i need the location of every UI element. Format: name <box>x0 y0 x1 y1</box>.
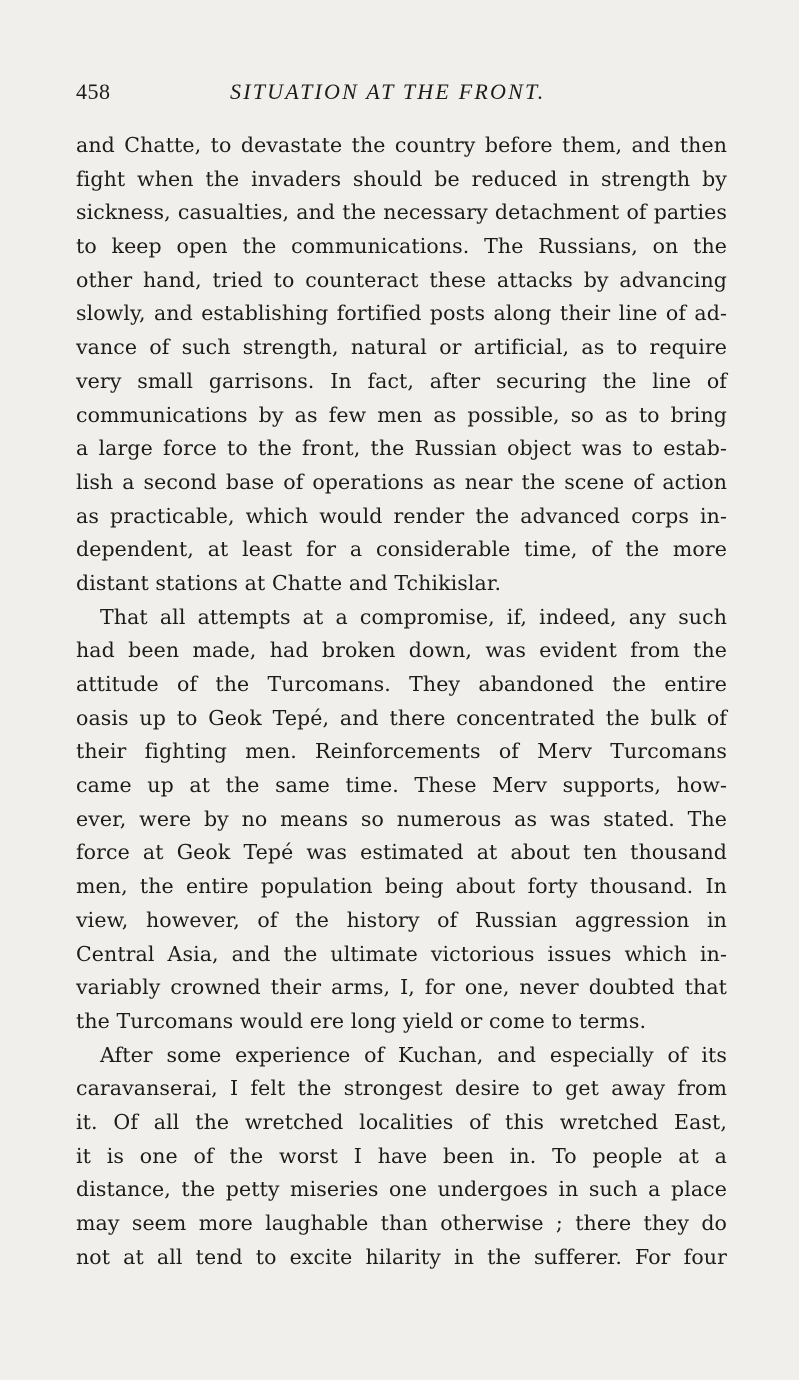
text-line: their fighting men. Reinforcements of Merv Turcomans <box>76 739 727 764</box>
text-line: slowly, and establishing fortified posts along their line of ad- <box>76 301 727 326</box>
text-line: vance of such strength, natural or artificial, as to require <box>76 335 727 360</box>
text-line: communications by as few men as possible, so as to bring <box>76 402 727 427</box>
page-number: 458 <box>76 79 111 104</box>
text-line: dependent, at least for a considerable time, of the more <box>76 537 727 562</box>
text-line: a large force to the front, the Russian object was to estab- <box>76 436 727 461</box>
text-line: it. Of all the wretched localities of this wretched East, <box>76 1109 727 1134</box>
text-line: very small garrisons. In fact, after securing the line of <box>76 368 727 393</box>
text-line: it is one of the worst I have been in. To people at a <box>76 1143 727 1168</box>
text-line: force at Geok Tepé was estimated at about ten thousand <box>76 840 727 865</box>
text-line: other hand, tried to counteract these attacks by advancing <box>76 267 727 292</box>
text-line: sickness, casualties, and the necessary detachment of parties <box>76 200 727 225</box>
text-line: men, the entire population being about forty thousand. In <box>76 874 727 899</box>
text-line: caravanserai, I felt the strongest desire to get away from <box>76 1076 727 1101</box>
text-line: may seem more laughable than otherwise ; there they do <box>76 1211 727 1235</box>
running-title: SITUATION AT THE FRONT. <box>230 79 546 104</box>
text-line: as practicable, which would render the advanced corps in- <box>76 503 727 528</box>
body-text <box>76 129 727 1274</box>
text-line: the Turcomans would ere long yield or come to terms. <box>76 1008 647 1033</box>
text-line: distance, the petty miseries one undergoes in such a place <box>76 1177 727 1202</box>
text-line: variably crowned their arms, I, for one, never doubted that <box>76 975 727 1000</box>
text-line: oasis up to Geok Tepé, and there concentrated the bulk of <box>76 705 727 730</box>
running-head <box>76 79 727 109</box>
text-line: not at all tend to excite hilarity in the sufferer. For four <box>76 1244 727 1269</box>
text-line: view, however, of the history of Russian aggression in <box>76 907 727 932</box>
text-line: came up at the same time. These Merv supports, how- <box>76 773 727 798</box>
text-line: attitude of the Turcomans. They abandoned the entire <box>76 672 727 696</box>
text-line: Central Asia, and the ultimate victorious issues which in- <box>76 941 727 966</box>
text-line: and Chatte, to devastate the country before them, and then <box>76 133 727 157</box>
text-line: distant stations at Chatte and Tchikislar. <box>76 570 502 595</box>
text-line: to keep open the communications. The Russians, on the <box>76 234 727 259</box>
text-line: After some experience of Kuchan, and especially of its <box>100 1042 727 1067</box>
text-line: lish a second base of operations as near the scene of action <box>76 469 727 494</box>
text-line: had been made, had broken down, was evident from the <box>76 638 727 663</box>
text-line: ever, were by no means so numerous as was stated. The <box>76 806 727 831</box>
text-line: fight when the invaders should be reduced in strength by <box>76 166 727 191</box>
text-line: That all attempts at a compromise, if, indeed, any such <box>100 604 727 629</box>
